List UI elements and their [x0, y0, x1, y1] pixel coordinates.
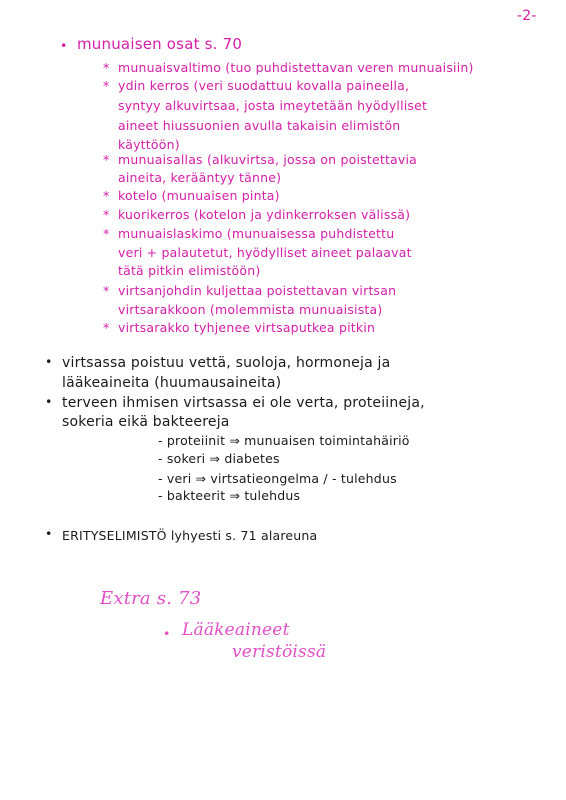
extra-title: Extra s. 73: [100, 588, 202, 609]
list-item-line: virtsarakkoon (molemmista munuaisista): [118, 302, 383, 317]
note-line: terveen ihmisen virtsassa ei ole verta, proteiineja,: [62, 395, 425, 411]
list-item-line: käyttöön): [118, 137, 180, 152]
bullet-icon: •: [45, 394, 53, 409]
list-item-line: kuorikerros (kotelon ja ydinkerroksen välissä): [118, 207, 411, 222]
list-item-line: munuaislaskimo (munuaisessa puhdistettu: [118, 226, 395, 241]
list-item-line: virtsarakko tyhjenee virtsaputkea pitkin: [118, 320, 376, 335]
asterisk-icon: *: [103, 207, 110, 222]
bullet-icon: •: [60, 38, 68, 53]
asterisk-icon: *: [103, 188, 110, 203]
asterisk-icon: *: [103, 152, 110, 167]
list-item-line: ydin kerros (veri suodattuu kovalla paineella,: [118, 78, 410, 93]
note-line: ERITYSELIMISTÖ lyhyesti s. 71 alareuna: [62, 528, 318, 543]
section-heading-kidney-parts: munuaisen osat s. 70: [77, 35, 243, 53]
note-line: lääkeaineita (huumausaineita): [62, 375, 282, 391]
list-item-line: munuaisallas (alkuvirtsa, jossa on poistettavia: [118, 152, 418, 167]
asterisk-icon: *: [103, 60, 110, 75]
list-item-line: munuaisvaltimo (tuo puhdistettavan veren munuaisiin): [118, 60, 474, 75]
sub-list-item: - bakteerit ⇒ tulehdus: [158, 488, 301, 503]
asterisk-icon: *: [103, 226, 110, 241]
bullet-icon: •: [45, 354, 53, 369]
sub-list-item: - proteiinit ⇒ munuaisen toimintahäiriö: [158, 433, 410, 448]
page-number: -2-: [517, 8, 537, 24]
bullet-icon: •: [163, 626, 171, 641]
sub-list-item: - sokeri ⇒ diabetes: [158, 451, 280, 466]
asterisk-icon: *: [103, 283, 110, 298]
sub-list-item: - veri ⇒ virtsatieongelma / - tulehdus: [158, 471, 397, 486]
list-item-line: aineet hiussuonien avulla takaisin elimistön: [118, 118, 401, 133]
list-item-line: aineita, kerääntyy tänne): [118, 170, 282, 185]
list-item-line: virtsanjohdin kuljettaa poistettavan virtsan: [118, 283, 397, 298]
note-line: virtsassa poistuu vettä, suoloja, hormoneja ja: [62, 355, 391, 371]
extra-line: veristöissä: [232, 642, 327, 662]
list-item-line: kotelo (munuaisen pinta): [118, 188, 280, 203]
asterisk-icon: *: [103, 320, 110, 335]
asterisk-icon: *: [103, 78, 110, 93]
list-item-line: syntyy alkuvirtsaa, josta imeytetään hyödylliset: [118, 98, 428, 113]
note-line: sokeria eikä bakteereja: [62, 414, 230, 430]
extra-line: Lääkeaineet: [182, 620, 290, 640]
list-item-line: veri + palautetut, hyödylliset aineet palaavat: [118, 245, 412, 260]
bullet-icon: •: [45, 526, 53, 541]
list-item-line: tätä pitkin elimistöön): [118, 263, 261, 278]
